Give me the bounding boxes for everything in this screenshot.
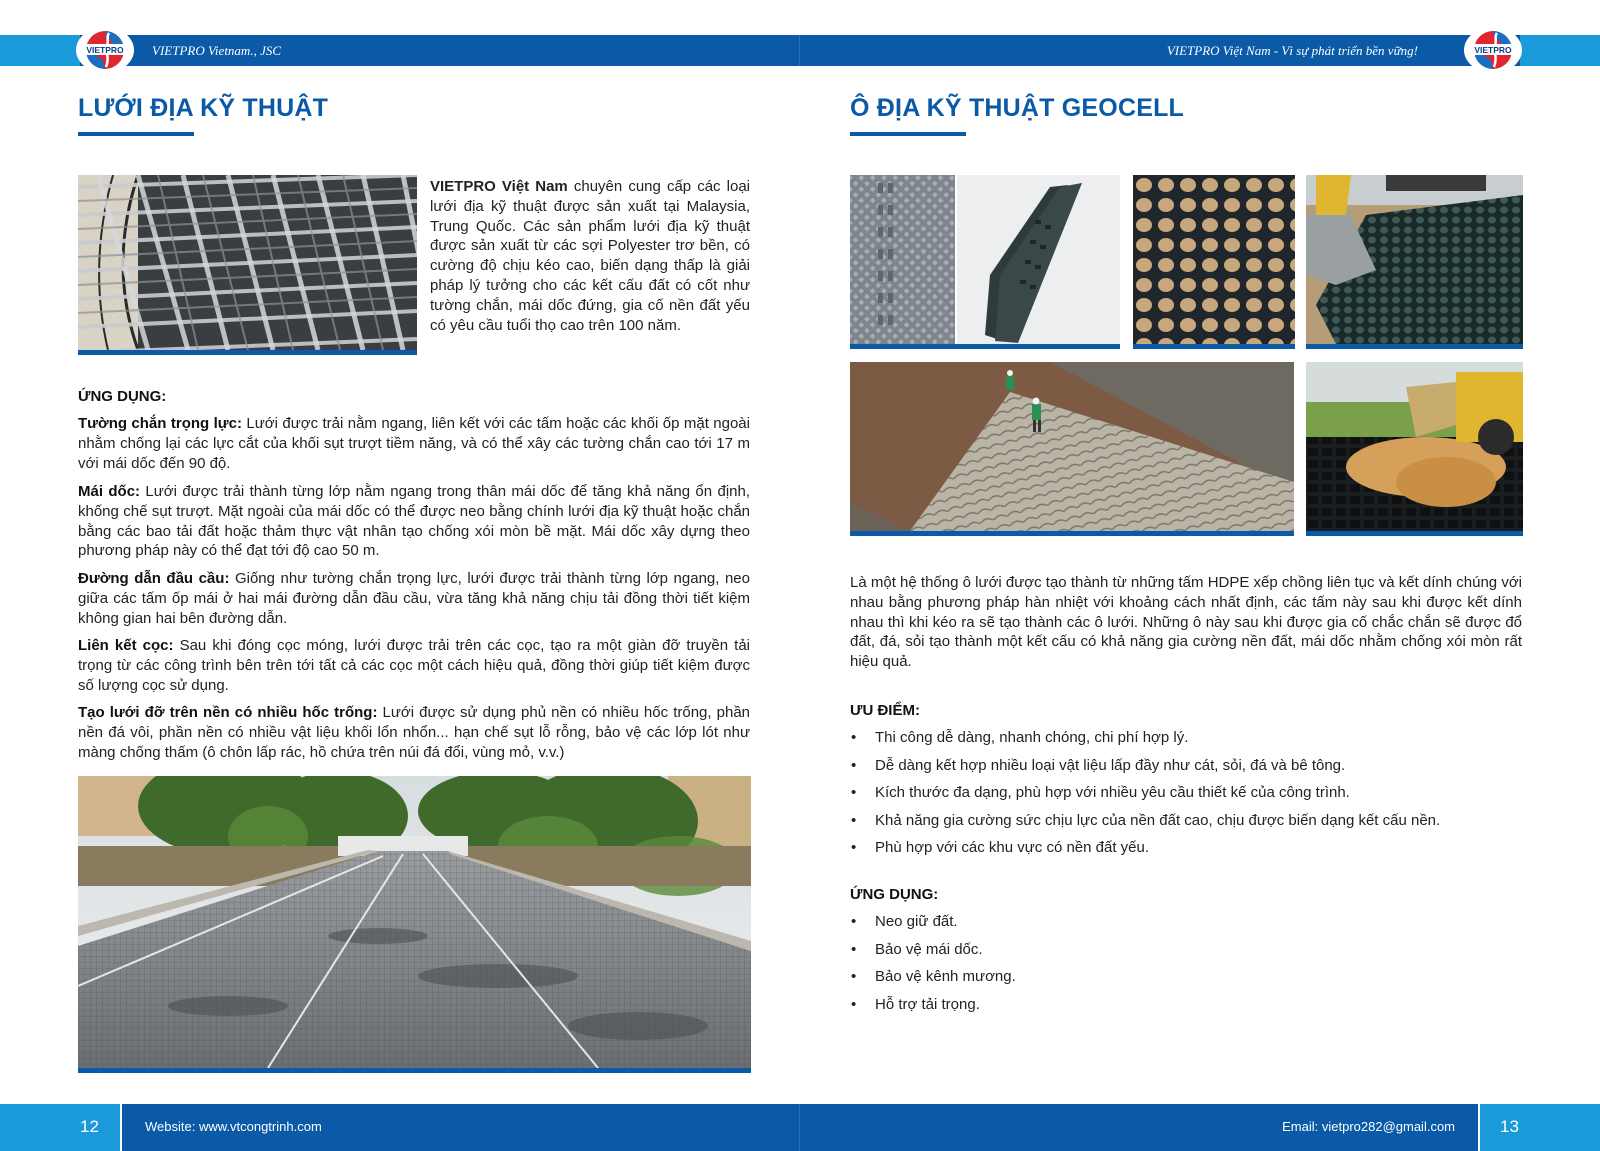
logo-text: VIETPRO (1474, 45, 1512, 55)
application-item (78, 636, 750, 695)
header-slogan: VIETPRO Việt Nam - Vì sự phát triển bền vững! (1166, 43, 1418, 58)
application-text: Lưới được trải nằm ngang, liên kết với các tấm hoặc các khối ốp mặt ngoài nhằm chống lại các lực cắt của khối sụt trượt tiềm năng, và có thể xây các tường chắn cao tới 17 m với mái dốc đến 90 độ. (78, 415, 750, 472)
advantage-text: Kích thước đa dạng, phù hợp với nhiều yêu cầu thiết kế của công trình. (875, 784, 1350, 802)
right-title-underline (850, 132, 966, 136)
application-term: Đường dẫn đầu cầu: (78, 570, 230, 587)
bullet-icon: • (851, 811, 857, 829)
application-term: Liên kết cọc: (78, 637, 174, 654)
geocell-slope-photo (850, 362, 1294, 536)
geogrid-road-photo (78, 776, 751, 1073)
bullet-icon: • (851, 968, 857, 986)
globe-logo-icon (1464, 27, 1522, 73)
email-link[interactable]: Email: vietpro282@gmail.com (1282, 1119, 1455, 1134)
advantage-item (850, 783, 1530, 802)
application-text: Sau khi đóng cọc móng, lưới được trải trên các cọc, tạo ra một giàn đỡ truyền tải trọng từ các công trình bên trên tới tất cả các cọc một cách hiệu quả, đồng thời giúp tiết kiệm được số lượng cọc sử dụng. (78, 637, 751, 694)
application-text: Lưới được sử dụng phủ nền có nhiều hốc trống, phần nền đá vôi, phần nền có nhiều vật liệu khối lổn nhổn... hạn chế sụt lỗ rỗng, bảo vệ các lớp lót như màng chống thấm (ô chôn lấp rác, hồ chứa trên núi đá đổi, vùng mỏ, v.v.) (78, 704, 750, 761)
application-bullet (850, 912, 1530, 931)
logo-text: VIETPRO (86, 45, 124, 55)
bullet-icon: • (851, 839, 857, 857)
footer-bar (122, 1104, 1478, 1151)
application-bullet (850, 967, 1530, 986)
application-bullet-text: Neo giữ đất. (875, 913, 958, 930)
advantage-item (850, 756, 1530, 775)
application-text: Giống như tường chắn trọng lực, lưới được trải thành từng lớp ngang, neo giữa các tấm ốp mái ở hai mái đường dẫn đầu cầu, vừa tăng khả năng chịu tải đồng thời tiết kiệm không gian hai bên đường dẫn. (78, 570, 750, 627)
advantages-heading: ƯU ĐIỂM: (850, 702, 920, 719)
bullet-icon: • (851, 995, 857, 1013)
header-accent-right (1520, 35, 1600, 66)
advantages-list (850, 728, 1530, 866)
advantage-text: Dễ dàng kết hợp nhiều loại vật liệu lấp đầy như cát, sỏi, đá và bê tông. (875, 756, 1346, 774)
application-item (78, 482, 750, 561)
advantage-item (850, 728, 1530, 747)
vietpro-logo-right (1464, 27, 1522, 73)
geocell-description: Là một hệ thống ô lưới được tạo thành từ những tấm HDPE xếp chồng liên tục và kết dính chúng với nhau bằng phương pháp hàn nhiệt với khoảng cách nhất định, các tấm này sau khi được kết dính nhau thì khi kéo ra sẽ tạo thành các ô lưới. Những ô này sau khi được gia cố chắc chắn sẽ được đổ đất, đá, sỏi tạo thành một kết cấu có khả năng gia cường nền đất, mái dốc nhằm chống xói mòn rất hiệu quả. (850, 574, 1522, 671)
bullet-icon: • (851, 729, 857, 746)
right-applications-heading: ỨNG DỤNG: (850, 886, 939, 903)
application-term: Tường chắn trọng lực: (78, 415, 242, 432)
footer-spine (799, 1104, 800, 1151)
page-number-right: 13 (1500, 1117, 1519, 1136)
bullet-icon: • (851, 756, 857, 774)
application-term: Tạo lưới đỡ trên nền có nhiều hốc trống: (78, 704, 378, 721)
advantage-text: Khả năng gia cường sức chịu lực của nền đất cao, chịu được biến dạng kết cấu nền. (875, 811, 1441, 829)
page-spine (799, 35, 800, 66)
application-item (78, 569, 750, 628)
page-number-left: 12 (80, 1117, 99, 1136)
page-number-box-right (1480, 1104, 1600, 1151)
application-text: Lưới được trải thành từng lớp nằm ngang trong thân mái dốc để tăng khả năng ổn định, khống chế sụt trượt. Mặt ngoài của mái dốc có thể được neo bằng chính lưới địa kỹ thuật hoặc chắn bằng các bao tải đất hoặc thảm thực vật nhân tạo chống xói mòn bề mặt. Mái dốc xây dựng theo phương pháp này có thể đạt tới độ cao 50 m. (78, 483, 750, 560)
globe-logo-icon (76, 27, 134, 73)
advantage-item (850, 811, 1530, 830)
advantage-text: Thi công dễ dàng, nhanh chóng, chi phí hợp lý. (875, 729, 1189, 746)
application-term: Mái dốc: (78, 483, 141, 500)
left-applications-heading: ỨNG DỤNG: (78, 388, 167, 405)
page-number-box-left (0, 1104, 120, 1151)
application-item (78, 703, 750, 762)
website-link[interactable]: Website: www.vtcongtrinh.com (145, 1119, 322, 1134)
footer-band (0, 1104, 1600, 1151)
left-intro-paragraph (430, 177, 750, 335)
geocell-loader-photo (1306, 362, 1523, 536)
right-applications-list (850, 912, 1530, 1022)
header-company-name: VIETPRO Vietnam., JSC (152, 43, 282, 58)
bullet-icon: • (851, 913, 857, 930)
application-bullet (850, 940, 1530, 959)
application-bullet-text: Bảo vệ kênh mương. (875, 968, 1016, 986)
geocell-sheet-photo (850, 175, 1120, 349)
geocell-honeycomb-photo (1133, 175, 1295, 349)
application-bullet-text: Bảo vệ mái dốc. (875, 940, 983, 958)
geogrid-roll-photo (78, 175, 417, 355)
geocell-excavator-photo (1306, 175, 1523, 349)
left-title-underline (78, 132, 194, 136)
advantage-text: Phù hợp với các khu vực có nền đất yếu. (875, 839, 1150, 857)
left-page-title: LƯỚI ĐỊA KỸ THUẬT (78, 94, 329, 122)
header-accent-left (0, 35, 80, 66)
bullet-icon: • (851, 940, 857, 958)
application-bullet (850, 995, 1530, 1014)
intro-text: chuyên cung cấp các loại lưới địa kỹ thuật được sản xuất tại Malaysia, Trung Quốc. Các sản phẩm lưới địa kỹ thuật được sản xuất từ các sợi Polyester trơ bền, có cường độ chịu kéo cao, biến dạng thấp là giải pháp lý tưởng cho các kết cấu đất có cốt như tường chắn, mái dốc đứng, gia cố nền đất yếu có yêu cầu tuổi thọ cao trên 100 năm. (430, 178, 750, 334)
bullet-icon: • (851, 784, 857, 802)
vietpro-logo-left (76, 27, 134, 73)
advantage-item (850, 838, 1530, 857)
header-band (0, 35, 1600, 66)
intro-company-bold: VIETPRO Việt Nam (430, 178, 568, 195)
application-bullet-text: Hỗ trợ tải trọng. (875, 995, 980, 1013)
right-page-title: Ô ĐỊA KỸ THUẬT GEOCELL (850, 94, 1185, 122)
application-item (78, 414, 750, 473)
